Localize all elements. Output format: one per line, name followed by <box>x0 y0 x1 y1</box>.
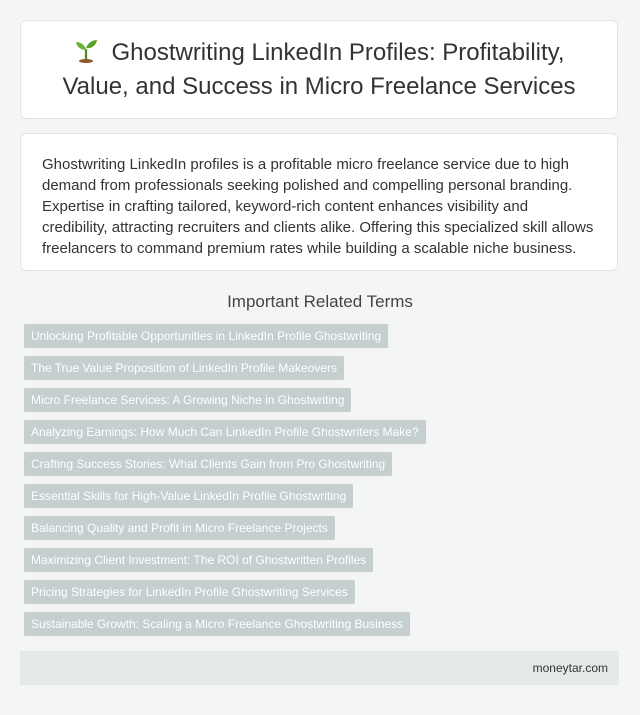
list-item <box>24 452 620 476</box>
list-item <box>24 420 620 444</box>
page-title-text: Ghostwriting LinkedIn Profiles: Profitability, Value, and Success in Micro Freelance Services <box>62 39 576 100</box>
related-term-tag[interactable]: Maximizing Client Investment: The ROI of Ghostwritten Profiles <box>24 548 373 572</box>
list-item <box>24 516 620 540</box>
list-item <box>24 356 620 380</box>
seedling-icon <box>73 37 99 71</box>
related-term-tag[interactable]: Pricing Strategies for LinkedIn Profile Ghostwriting Services <box>24 580 355 604</box>
page-title <box>49 37 589 102</box>
footer <box>20 651 619 685</box>
list-item <box>24 324 620 348</box>
related-terms-list <box>24 324 620 644</box>
footer-site-link[interactable]: moneytar.com <box>532 661 608 675</box>
related-term-tag[interactable]: Analyzing Earnings: How Much Can LinkedIn Profile Ghostwriters Make? <box>24 420 426 444</box>
list-item <box>24 548 620 572</box>
related-term-tag[interactable]: Crafting Success Stories: What Clients Gain from Pro Ghostwriting <box>24 452 392 476</box>
related-terms-heading: Important Related Terms <box>227 292 413 311</box>
related-term-tag[interactable]: Sustainable Growth: Scaling a Micro Freelance Ghostwriting Business <box>24 612 410 636</box>
related-term-tag[interactable]: The True Value Proposition of LinkedIn Profile Makeovers <box>24 356 344 380</box>
list-item <box>24 388 620 412</box>
summary-card <box>20 133 618 271</box>
title-card <box>20 20 618 119</box>
summary-text: Ghostwriting LinkedIn profiles is a profitable micro freelance service due to high demand from professionals seeking polished and compelling personal branding. Expertise in crafting tailored, keyword-rich content enhances visibility and credibility, attracting recruiters and clients alike. Offering this specialized skill allows freelancers to command premium rates while building a scalable niche business. <box>42 156 594 257</box>
list-item <box>24 580 620 604</box>
related-term-tag[interactable]: Unlocking Profitable Opportunities in LinkedIn Profile Ghostwriting <box>24 324 388 348</box>
related-term-tag[interactable]: Balancing Quality and Profit in Micro Freelance Projects <box>24 516 335 540</box>
list-item <box>24 612 620 636</box>
related-term-tag[interactable]: Micro Freelance Services: A Growing Niche in Ghostwriting <box>24 388 351 412</box>
related-term-tag[interactable]: Essential Skills for High-Value LinkedIn Profile Ghostwriting <box>24 484 353 508</box>
list-item <box>24 484 620 508</box>
